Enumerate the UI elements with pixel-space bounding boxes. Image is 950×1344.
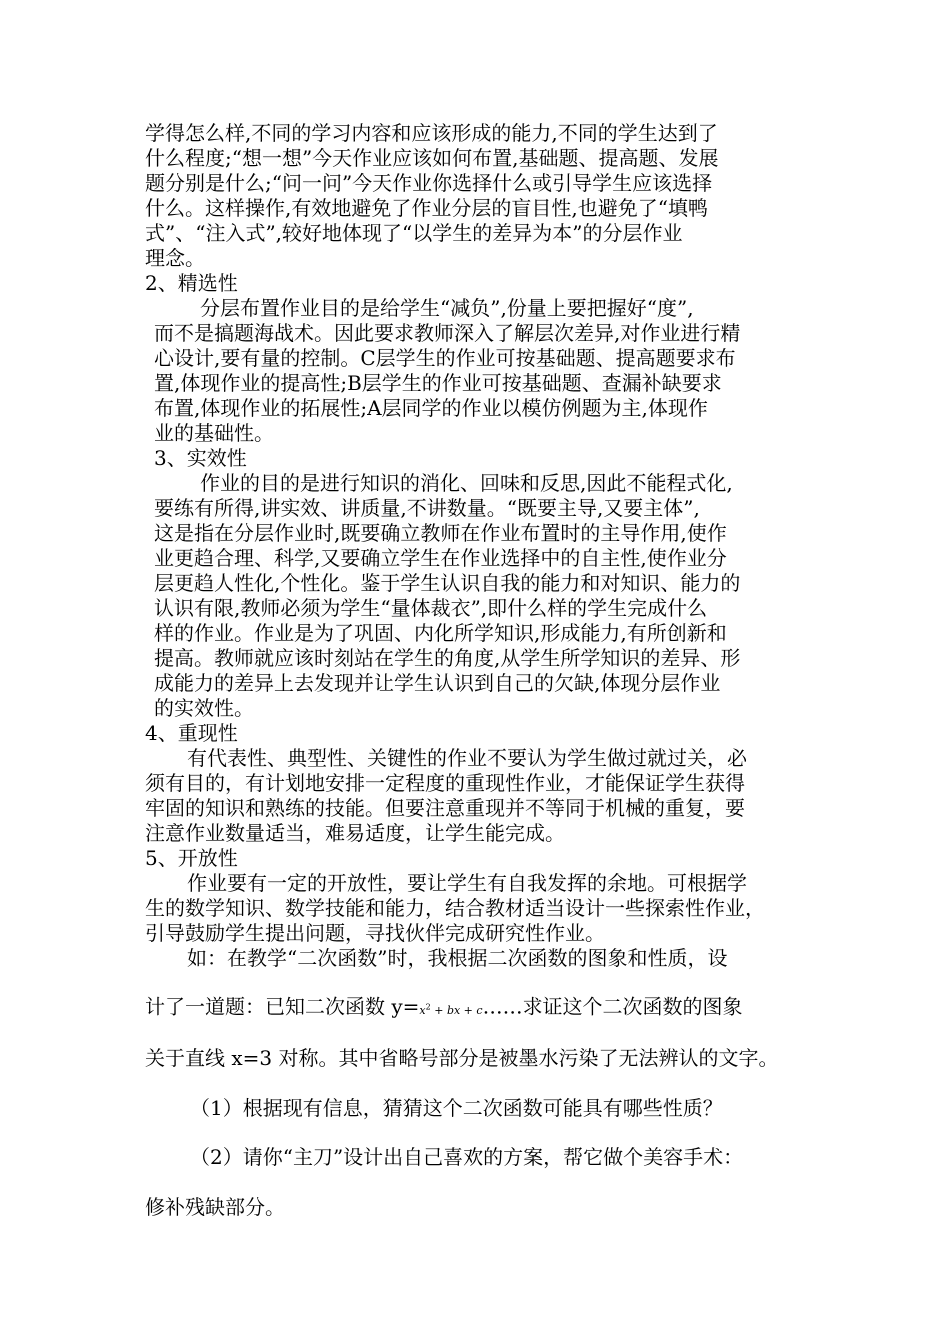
text-line: 修补残缺部分。 (145, 1195, 285, 1219)
text-line: 生的数学知识、数学技能和能力，结合教材适当设计一些探索性作业， (145, 896, 765, 920)
text-line: 成能力的差异上去发现并让学生认识到自己的欠缺,体现分层作业 (154, 671, 721, 695)
text-line: 什么程度;“想一想”今天作业应该如何布置,基础题、提高题、发展 (145, 146, 719, 170)
text-line: 牢固的知识和熟练的技能。但要注意重现并不等同于机械的重复，要 (145, 796, 745, 820)
formula-line (145, 994, 845, 1023)
text-line: 引导鼓励学生提出问题，寻找伙伴完成研究性作业。 (145, 921, 605, 945)
text-line: 须有目的，有计划地安排一定程度的重现性作业，才能保证学生获得 (145, 771, 745, 795)
text-line: 布置,体现作业的拓展性;A层同学的作业以模仿例题为主,体现作 (154, 396, 708, 420)
text-line: 关于直线 x=3 对称。其中省略号部分是被墨水污染了无法辨认的文字。 (145, 1046, 779, 1070)
text-line: 作业要有一定的开放性，要让学生有自我发挥的余地。可根据学 (187, 871, 747, 895)
text-line: 业的基础性。 (154, 421, 274, 445)
text-line: 而不是搞题海战术。因此要求教师深入了解层次差异,对作业进行精 (154, 321, 741, 345)
text-line: 如：在教学“二次函数”时，我根据二次函数的图象和性质，设 (187, 946, 728, 970)
text-line: 注意作业数量适当，难易适度，让学生能完成。 (145, 821, 565, 845)
section-heading-4: 4、重现性 (145, 721, 238, 745)
question-2: （2）请你“主刀”设计出自己喜欢的方案，帮它做个美容手术： (190, 1145, 744, 1169)
text-segment: ……求证这个二次函数的图象 (482, 994, 743, 1019)
text-line: 样的作业。作业是为了巩固、内化所学知识,形成能力,有所创新和 (154, 621, 727, 645)
text-line: 提高。教师就应该时刻站在学生的角度,从学生所学知识的差异、形 (154, 646, 741, 670)
text-line: 业更趋合理、科学,又要确立学生在作业选择中的自主性,使作业分 (154, 546, 727, 570)
text-line: 有代表性、典型性、关键性的作业不要认为学生做过就过关，必 (187, 746, 747, 770)
text-line: 理念。 (145, 246, 205, 270)
text-line: 分层布置作业目的是给学生“减负”,份量上要把握好“度”, (200, 296, 694, 320)
text-line: 作业的目的是进行知识的消化、回味和反思,因此不能程式化, (200, 471, 733, 495)
text-segment: 计了一道题：已知二次函数 y= (145, 994, 420, 1019)
text-line: 什么。这样操作,有效地避免了作业分层的盲目性,也避免了“填鸭 (145, 196, 708, 220)
text-line: 层更趋人性化,个性化。鉴于学生认识自我的能力和对知识、能力的 (154, 571, 741, 595)
quadratic-formula: $x^2$ + bx + c (419, 1002, 483, 1017)
text-line: 认识有限,教师必须为学生“量体裁衣”,即什么样的学生完成什么 (154, 596, 708, 620)
question-1: （1）根据现有信息，猜猜这个二次函数可能具有哪些性质？ (190, 1096, 723, 1120)
text-line: 题分别是什么;“问一问”今天作业你选择什么或引导学生应该选择 (145, 171, 713, 195)
text-line: 的实效性。 (154, 696, 254, 720)
section-heading-5: 5、开放性 (145, 846, 238, 870)
text-line: 这是指在分层作业时,既要确立教师在作业布置时的主导作用,使作 (154, 521, 727, 545)
section-heading-2: 2、精选性 (145, 271, 238, 295)
text-line: 要练有所得,讲实效、讲质量,不讲数量。“既要主导,又要主体”, (154, 496, 700, 520)
text-line: 式”、“注入式”,较好地体现了“以学生的差异为本”的分层作业 (145, 221, 683, 245)
text-line: 置,体现作业的提高性;B层学生的作业可按基础题、查漏补缺要求 (154, 371, 722, 395)
text-line: 心设计,要有量的控制。C层学生的作业可按基础题、提高题要求布 (154, 346, 736, 370)
text-line: 学得怎么样,不同的学习内容和应该形成的能力,不同的学生达到了 (145, 121, 718, 145)
section-heading-3: 3、实效性 (154, 446, 247, 470)
